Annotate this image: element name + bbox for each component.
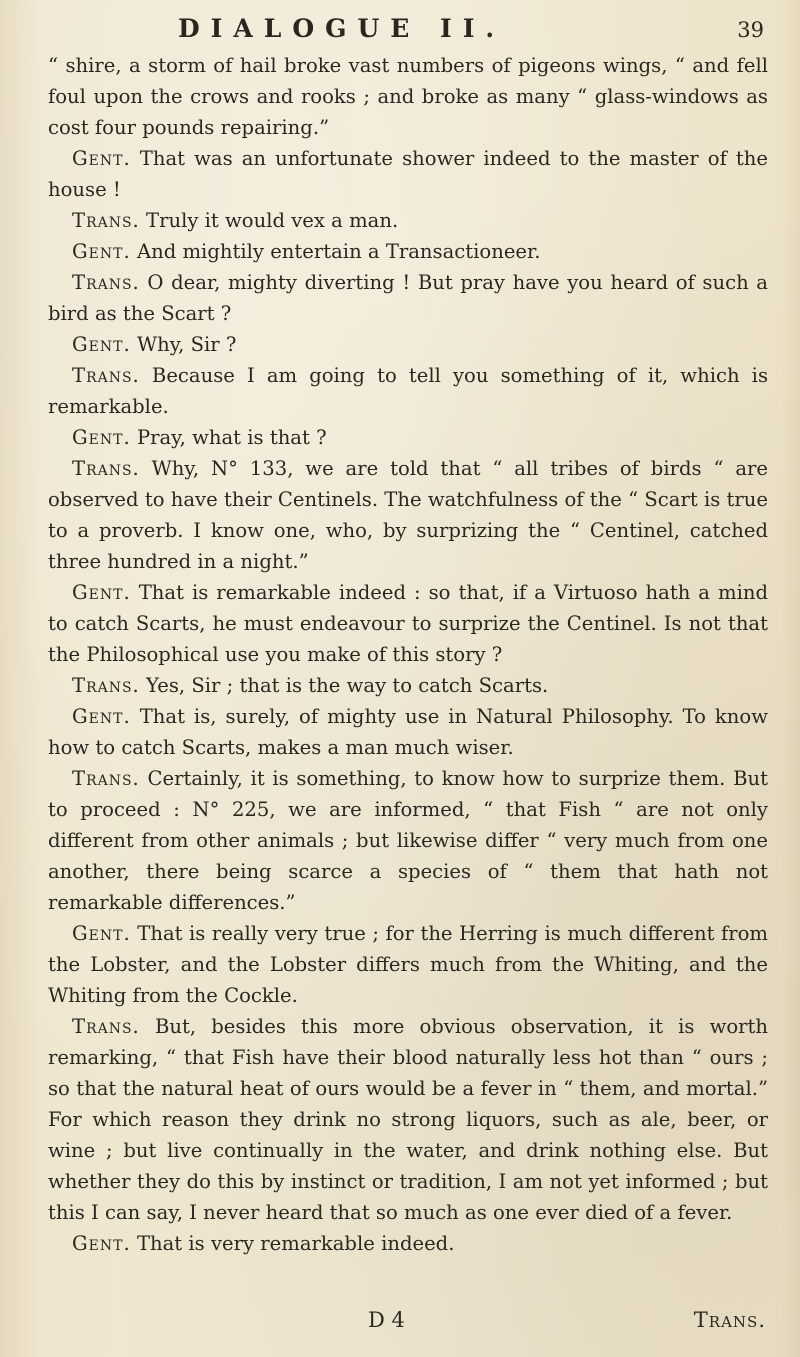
speech-text: That is really very true ; for the Herring is much different from the Lobster, and the Lobster differs much from the Whiting, and the Whiting from the Cockle. [48,922,768,1007]
speech-text: That is, surely, of mighty use in Natural Philosophy. To know how to catch Scarts, makes a man much wiser. [48,705,768,759]
speech-text: That is remarkable indeed : so that, if a Virtuoso hath a mind to catch Scarts, he must endeavour to surprize the Centinel. Is not that the Philosophical use you make of this story ? [48,581,769,666]
speech-text: Certainly, it is something, to know how to surprize them. But to proceed : N° 225, we are informed, “ that Fish “ are not only different from other animals ; but likewise differ “ very much from one another, there being scarce a species of “ them that hath not remarkable differences.” [48,767,768,914]
speech-text: Pray, what is that ? [136,426,327,449]
speech-text: Truly it would vex a man. [146,209,399,232]
dialogue-paragraph [48,1011,768,1228]
dialogue-paragraph [48,267,768,329]
speech-text: And mightily entertain a Transactioneer. [136,240,541,263]
page-footer [48,1308,768,1342]
dialogue-paragraph [48,453,768,577]
speaker-label: Gent. [72,581,131,604]
speech-text: That is very remarkable indeed. [136,1232,455,1255]
speech-text: Yes, Sir ; that is the way to catch Scarts. [146,674,549,697]
dialogue-paragraph [48,205,768,236]
dialogue-paragraph [48,670,768,701]
speaker-label: Trans. [72,1015,140,1038]
dialogue-paragraph [48,577,768,670]
speaker-label: Gent. [72,922,131,945]
signature-mark: D 4 [368,1308,405,1332]
speech-text: That was an unfortunate shower indeed to the master of the house ! [48,147,769,201]
speech-text: O dear, mighty diverting ! But pray have you heard of such a bird as the Scart ? [48,271,768,325]
dialogue-paragraph [48,422,768,453]
dialogue-paragraph [48,701,768,763]
dialogue-text [48,50,768,1259]
speaker-label: Gent. [72,1232,131,1255]
dialogue-paragraph [48,236,768,267]
speech-text: Because I am going to tell you something of it, which is remarkable. [48,364,768,418]
speaker-label: Trans. [72,364,140,387]
dialogue-paragraph [48,143,768,205]
running-title: DIALOGUE II. [178,14,506,43]
speaker-label: Gent. [72,240,131,263]
dialogue-paragraph [48,763,768,918]
dialogue-paragraph [48,50,768,143]
speech-text: “ shire, a storm of hail broke vast numbers of pigeons wings, “ and fell foul upon the crows and rooks ; and broke as many “ glass-windows as cost four pounds repairing.” [48,54,768,139]
running-head [60,14,780,50]
speaker-label: Gent. [72,426,131,449]
speaker-label: Gent. [72,147,131,170]
dialogue-paragraph [48,360,768,422]
speech-text: Why, Sir ? [136,333,237,356]
dialogue-paragraph [48,918,768,1011]
speaker-label: Gent. [72,705,131,728]
catchword: Trans. [693,1308,766,1332]
speaker-label: Gent. [72,333,131,356]
speaker-label: Trans. [72,767,140,790]
page-number: 39 [737,18,764,42]
speech-text: But, besides this more obvious observation, it is worth remarking, “ that Fish have their blood naturally less hot than “ ours ; so that the natural heat of ours would be a fever in “ them, and mortal.” For which reason they drink no strong liquors, such as ale, beer, or wine ; but live continually in the water, and drink nothing else. But whether they do this by instinct or tradition, I am not yet informed ; but this I can say, I never heard that so much as one ever died of a fever. [48,1015,768,1224]
dialogue-paragraph [48,329,768,360]
dialogue-paragraph [48,1228,768,1259]
speaker-label: Trans. [72,209,140,232]
speaker-label: Trans. [72,271,140,294]
speaker-label: Trans. [72,457,140,480]
speaker-label: Trans. [72,674,140,697]
speech-text: Why, N° 133, we are told that “ all tribes of birds “ are observed to have their Centinels. The watchfulness of the “ Scart is true to a proverb. I know one, who, by surprizing the “ Centinel, catched three hundred in a night.” [48,457,768,573]
